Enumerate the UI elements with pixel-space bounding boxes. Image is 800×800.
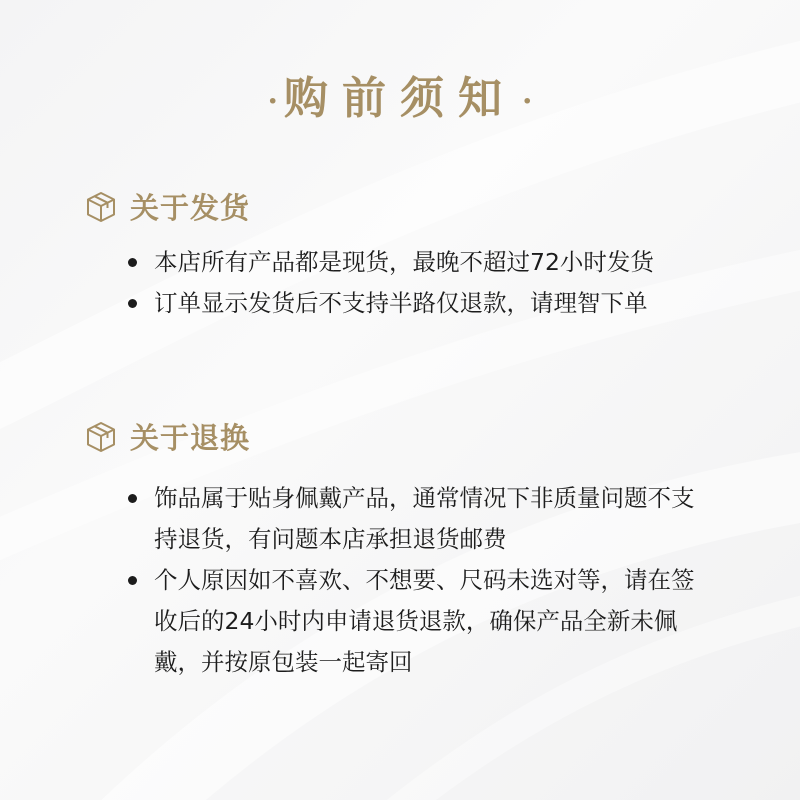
- shipping-notes-list: [126, 242, 706, 324]
- section-heading-label: 关于退换: [130, 421, 251, 455]
- package-box-icon: [84, 190, 118, 224]
- package-box-icon: [84, 420, 118, 454]
- section-heading-returns: [84, 416, 250, 457]
- list-item: 饰品属于贴身佩戴产品，通常情况下非质量问题不支持退货，有问题本店承担退货邮费: [126, 478, 706, 560]
- title-dot-left: ·: [267, 84, 278, 119]
- section-heading-shipping: [84, 186, 250, 227]
- page-title-text: 购前须知: [284, 73, 516, 124]
- page-title: [0, 62, 800, 126]
- list-item: 个人原因如不喜欢、不想要、尺码未选对等，请在签收后的24小时内申请退货退款，确保产品全新未佩戴，并按原包装一起寄回: [126, 560, 706, 683]
- title-dot-right: ·: [522, 84, 533, 119]
- list-item: 本店所有产品都是现货，最晚不超过72小时发货: [126, 242, 706, 283]
- section-heading-label: 关于发货: [130, 191, 251, 225]
- list-item: 订单显示发货后不支持半路仅退款，请理智下单: [126, 283, 706, 324]
- returns-notes-list: [126, 478, 706, 683]
